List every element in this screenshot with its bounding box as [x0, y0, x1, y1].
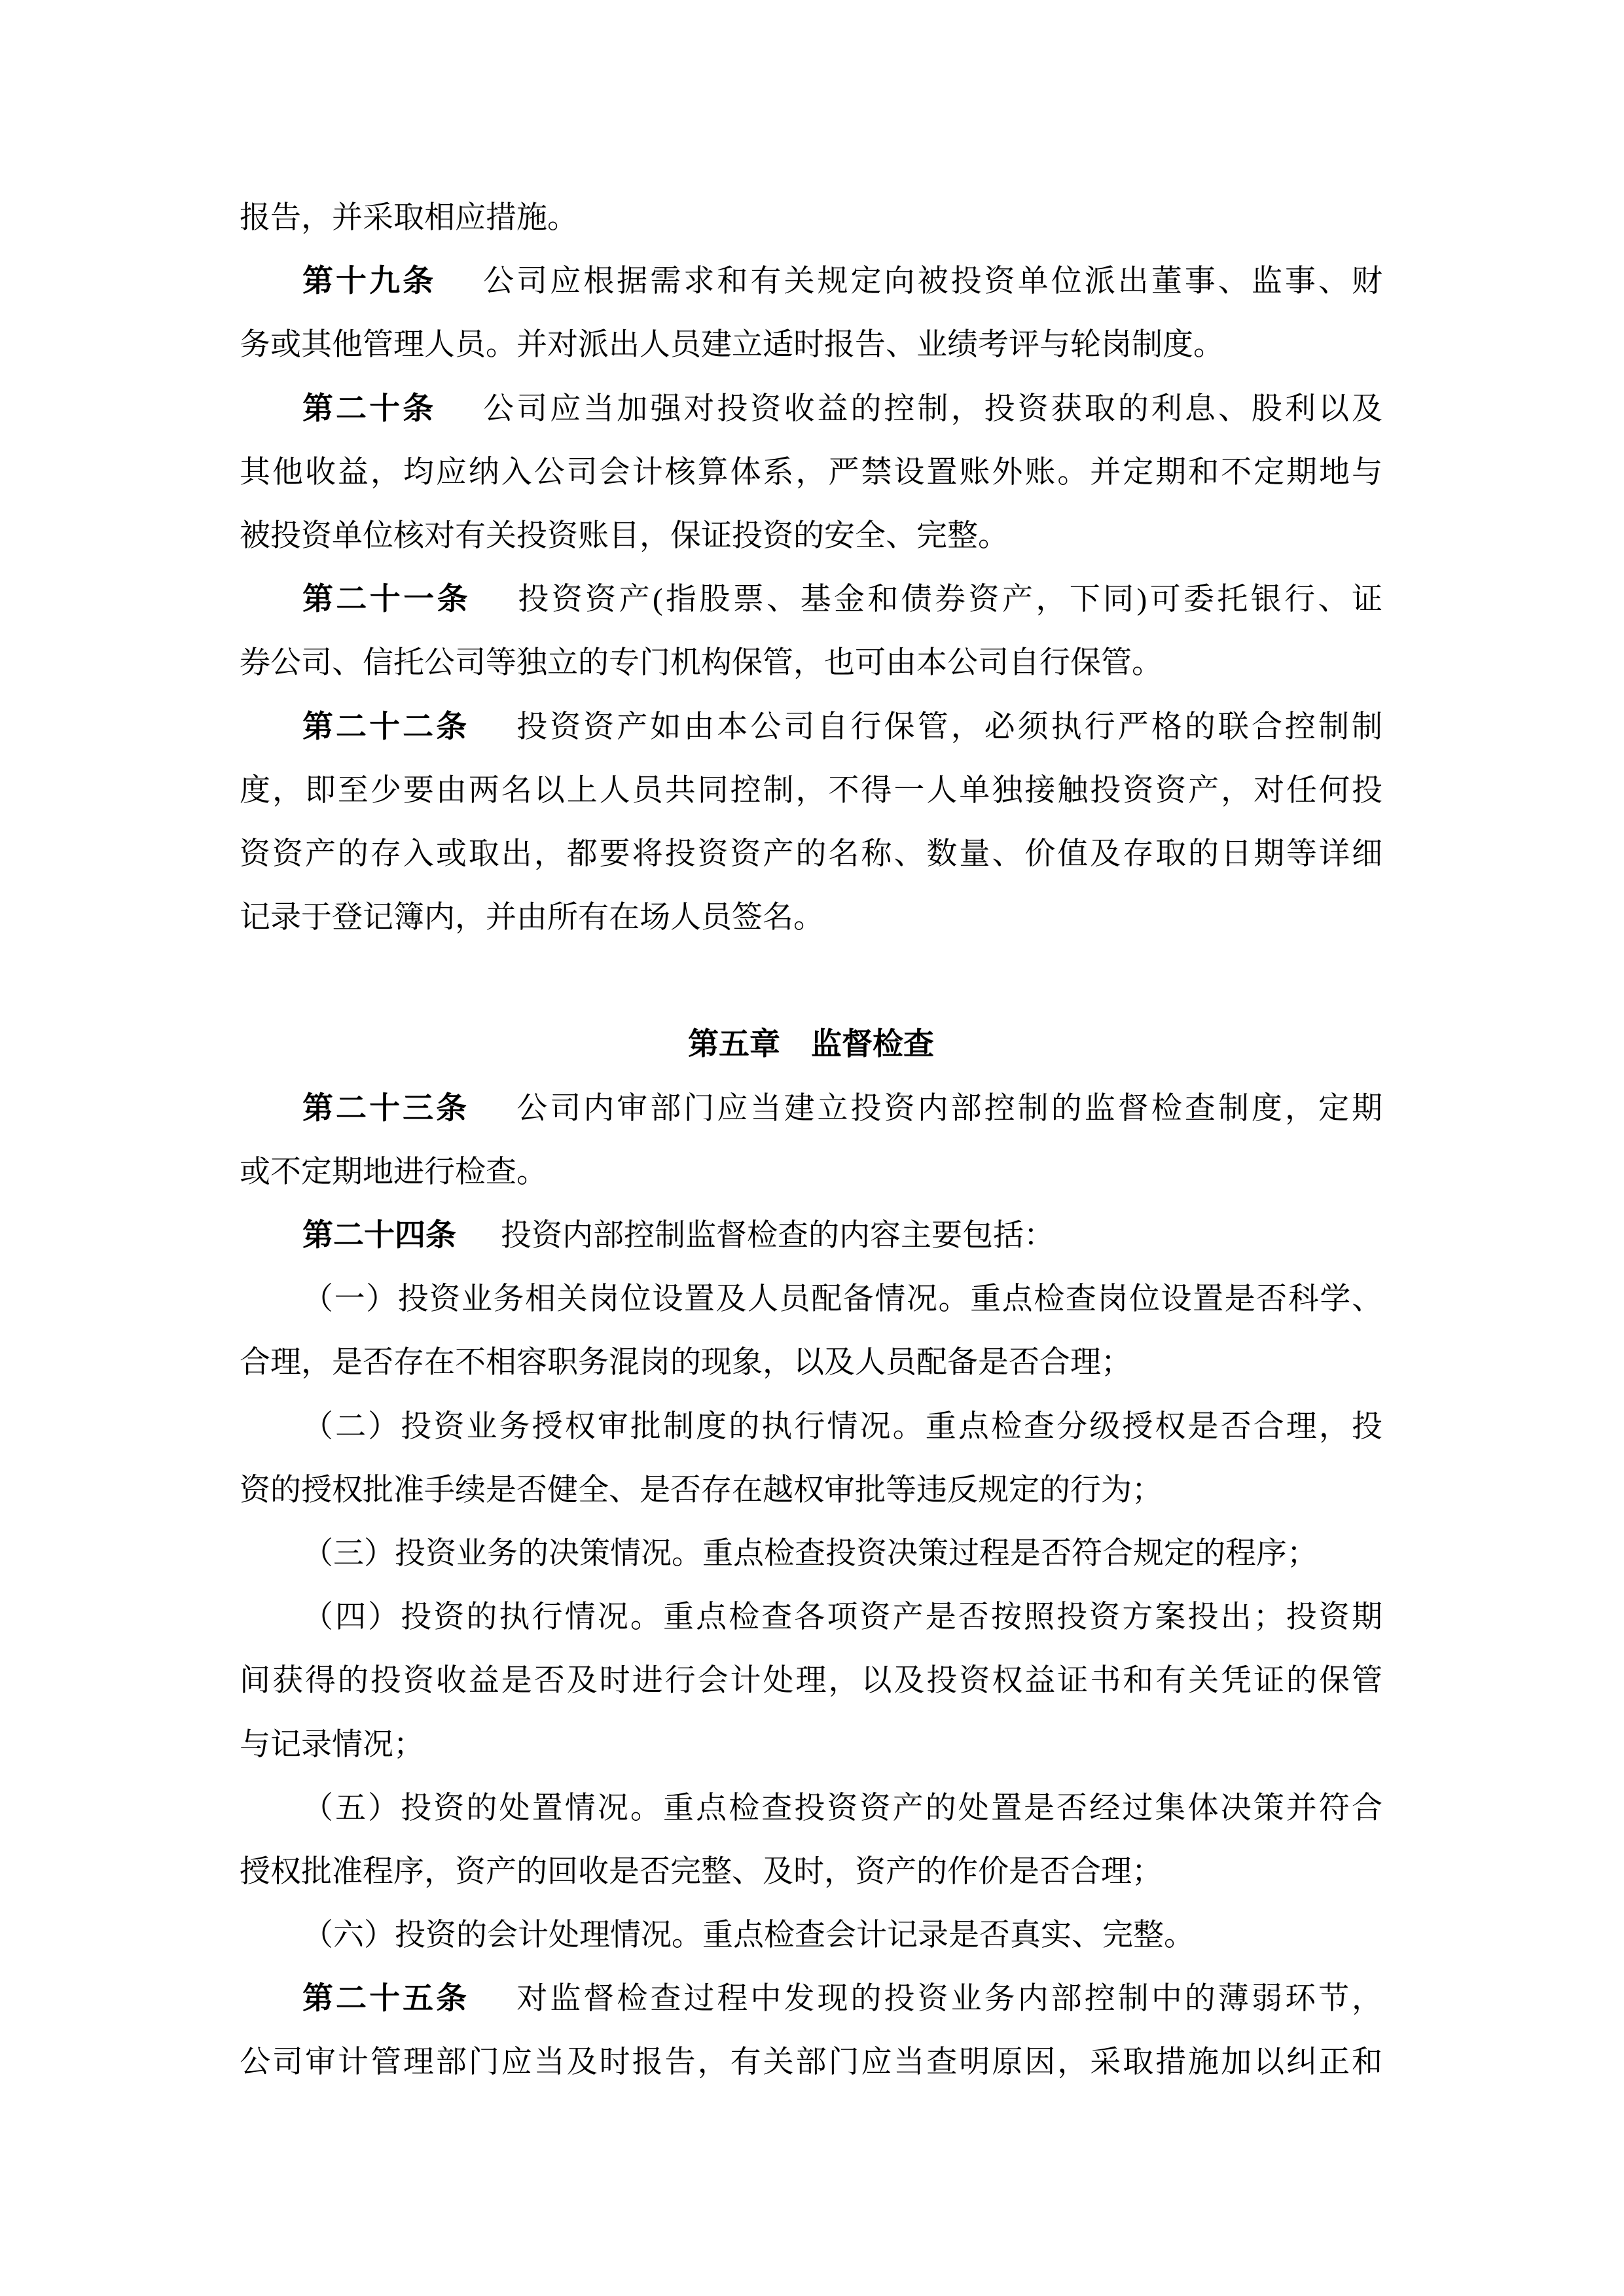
text-line	[240, 823, 1382, 886]
text-line	[240, 632, 1382, 695]
article-number: 第二十条	[302, 391, 437, 426]
article-number-gap	[469, 1118, 514, 1119]
line-text: 报告，并采取相应措施。	[240, 201, 578, 235]
line-text: （三）投资业务的决策情况。重点检查投资决策过程是否符合规定的程序；	[302, 1536, 1318, 1571]
line-text: 资资产的存入或取出，都要将投资资产的名称、数量、价值及存取的日期等详细	[240, 836, 1382, 871]
line-text: 资的授权批准手续是否健全、是否存在越权审批等违反规定的行为；	[240, 1473, 1163, 1507]
line-text: 券公司、信托公司等独立的专门机构保管，也可由本公司自行保管。	[240, 646, 1163, 681]
text-line	[240, 187, 1382, 250]
text-line	[240, 378, 1382, 441]
text-line	[240, 314, 1382, 377]
text-line	[240, 250, 1382, 314]
line-text: 其他收益，均应纳入公司会计核算体系，严禁设置账外账。并定期和不定期地与	[240, 455, 1382, 490]
line-text: （四）投资的执行情况。重点检查各项资产是否按照投资方案投出；投资期	[302, 1600, 1382, 1635]
article-number: 第二十二条	[302, 709, 470, 744]
text-line	[240, 1777, 1382, 1840]
line-text: （一）投资业务相关岗位设置及人员配备情况。重点检查岗位设置是否科学、	[302, 1282, 1382, 1317]
text-line	[240, 1522, 1382, 1586]
text-line	[240, 1268, 1382, 1331]
text-line	[240, 1331, 1382, 1395]
text-line	[240, 1649, 1382, 1713]
article-number: 第二十五条	[302, 1982, 470, 2017]
line-text: （六）投资的会计处理情况。重点检查会计记录是否真实、完整。	[302, 1918, 1195, 1953]
line-text: 记录于登记簿内，并由所有在场人员签名。	[240, 901, 824, 935]
line-text: 与记录情况；	[240, 1727, 424, 1762]
text-line	[240, 1204, 1382, 1268]
text-line	[240, 1904, 1382, 1967]
text-line	[240, 1077, 1382, 1141]
article-number: 第二十一条	[302, 583, 471, 617]
article-number-gap	[469, 736, 514, 737]
line-text: （二）投资业务授权审批制度的执行情况。重点检查分级授权是否合理，投	[302, 1409, 1382, 1444]
article-number-gap	[469, 2008, 514, 2009]
article-number: 第二十三条	[302, 1091, 470, 1126]
line-text: 授权批准程序，资产的回收是否完整、及时，资产的作价是否合理；	[240, 1854, 1163, 1889]
article-number: 第十九条	[302, 264, 437, 299]
text-line	[240, 441, 1382, 505]
line-text: 被投资单位核对有关投资账目，保证投资的安全、完整。	[240, 518, 1009, 553]
line-text: 公司应根据需求和有关规定向被投资单位派出董事、监事、财	[480, 264, 1383, 299]
text-line	[240, 1141, 1382, 1204]
line-text: 投资资产(指股票、基金和债券资产，下同)可委托银行、证	[514, 583, 1382, 617]
line-text: 公司应当加强对投资收益的控制，投资获取的利息、股利以及	[480, 391, 1383, 426]
chapter-heading	[240, 1013, 1382, 1077]
text-line	[240, 505, 1382, 568]
blank-line	[240, 950, 1382, 1013]
article-number-gap	[456, 1245, 501, 1246]
text-line	[240, 696, 1382, 759]
line-text: 务或其他管理人员。并对派出人员建立适时报告、业绩考评与轮岗制度。	[240, 328, 1224, 363]
text-line	[240, 1840, 1382, 1904]
line-text: 投资内部控制监督检查的内容主要包括：	[501, 1219, 1055, 1253]
line-text: 投资资产如由本公司自行保管，必须执行严格的联合控制制	[514, 709, 1383, 744]
text-line	[240, 1586, 1382, 1649]
line-text: 公司内审部门应当建立投资内部控制的监督检查制度，定期	[514, 1091, 1383, 1126]
line-text: 度，即至少要由两名以上人员共同控制，不得一人单独接触投资资产，对任何投	[240, 773, 1382, 808]
text-line	[240, 1967, 1382, 2031]
line-text: （五）投资的处置情况。重点检查投资资产的处置是否经过集体决策并符合	[302, 1791, 1382, 1825]
article-number-gap	[436, 418, 480, 419]
text-line	[240, 1395, 1382, 1459]
line-text: 公司审计管理部门应当及时报告，有关部门应当查明原因，采取措施加以纠正和	[240, 2045, 1382, 2080]
text-line	[240, 1459, 1382, 1522]
text-line	[240, 568, 1382, 632]
text-line	[240, 2031, 1382, 2094]
chapter-heading-text: 第五章 监督检查	[688, 1028, 934, 1062]
article-number: 第二十四条	[302, 1219, 456, 1253]
line-text: 对监督检查过程中发现的投资业务内部控制中的薄弱环节，	[514, 1982, 1383, 2017]
line-text: 间获得的投资收益是否及时进行会计处理，以及投资权益证书和有关凭证的保管	[240, 1664, 1382, 1698]
text-line	[240, 886, 1382, 950]
text-line	[240, 1713, 1382, 1777]
text-line	[240, 759, 1382, 823]
document-content	[240, 187, 1382, 2095]
line-text: 或不定期地进行检查。	[240, 1155, 547, 1189]
line-text: 合理，是否存在不相容职务混岗的现象，以及人员配备是否合理；	[240, 1346, 1132, 1380]
